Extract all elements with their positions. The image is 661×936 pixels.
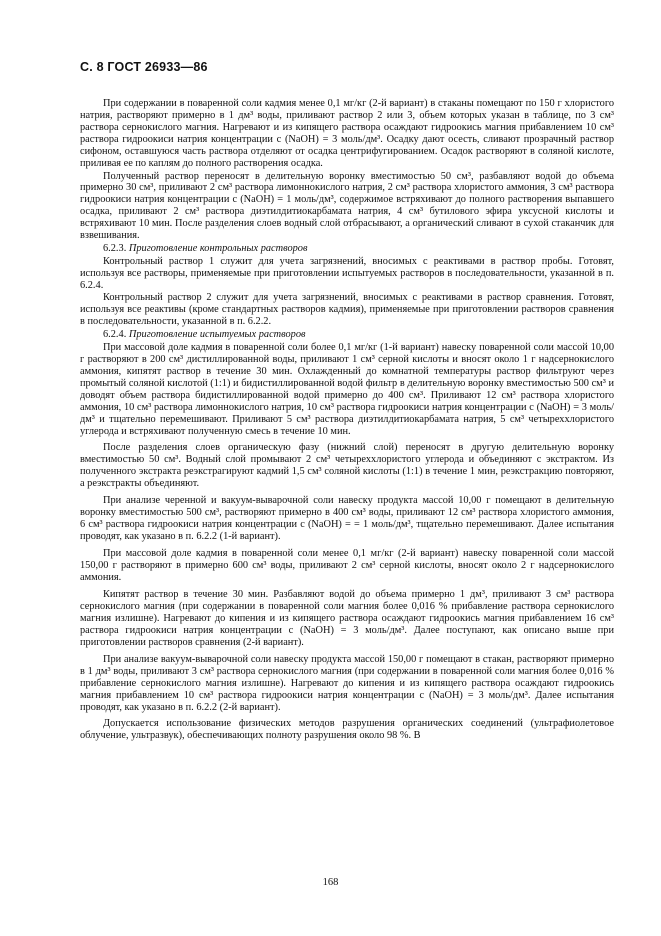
section-number: 6.2.3. [103, 243, 127, 255]
paragraph: Кипятят раствор в течение 30 мин. Разбавляют водой до объема примерно 1 дм³, приливают 3 см³ раствора сернокислого магния (при содержании в поваренной соли магния более 0,016 % прибавление раствора сернокислого магния излишне). Нагревают до кипения и из кипящего раствора осаждают гидроокись магния прибавлением 16 см³ раствора гидроокиси натрия концентрации c (NaOH) = 3 моль/дм³. Далее поступают, как описано выше при приготовлении растворов сравнения (2-й вариант). [80, 588, 614, 648]
paragraph: Контрольный раствор 1 служит для учета загрязнений, вносимых с реактивами в раствор пробы. Готовят, используя все растворы, применяемые при приготовлении испытуемых растворов в последовательности, указанной в п. 6.2.4. [80, 255, 614, 291]
paragraph: После разделения слоев органическую фазу (нижний слой) переносят в другую делительную воронку вместимостью 50 см³. Водный слой промывают 2 см³ четыреххлористого углерода и объединяют с экстрактом. Из полученного экстракта реэкстрагируют кадмий 1,5 см³ соляной кислоты (1:1) в течение 1 мин, реэкстракцию повторяют, а реэкстракты объединяют. [80, 442, 614, 490]
section-heading-6-2-3 [80, 243, 614, 255]
section-title: Приготовление испытуемых растворов [128, 329, 306, 341]
page-number: 168 [322, 877, 339, 888]
paragraph: Полученный раствор переносят в делительную воронку вместимостью 50 см³, разбавляют водой до объема примерно 30 см³, приливают 2 см³ раствора лимоннокислого натрия, 2 см³ раствора хлористого аммония, 3 см³ раствора гидроокиси натрия концентрации c (NaOH) = 1 моль/дм³, содержимое встряхивают до полного растворения выпавшего осадка, приливают 2 см³ раствора диэтилдитиокарбамата натрия, 4 см³ бутилового эфира уксусной кислоты и встряхивают 10 мин. После разделения слоев водный слой отбрасывают, а органический сливают в сухой стаканчик для взвешивания. [80, 170, 614, 242]
paragraph: При анализе черенной и вакуум-выварочной соли навеску продукта массой 10,00 г помещают в делительную воронку вместимостью 500 см³, растворяют примерно в 400 см³ воды, приливают 12 см³ раствора хлористого аммония, 6 см³ раствора гидроокиси натрия концентрации c (NaOH) = = 1 моль/дм³, тщательно перемешивают. Далее испытания проводят, как указано в п. 6.2.2 (1-й вариант). [80, 495, 614, 543]
paragraph: При массовой доле кадмия в поваренной соли более 0,1 мг/кг (1-й вариант) навеску поваренной соли массой 10,00 г растворяют в 200 см³ дистиллированной воды, приливают 1 см³ серной кислоты и вносят около 1 г надсернокислого аммония, кипятят раствор в течение 30 мин. Охлажденный до комнатной температуры раствор фильтруют через промытый соляной кислотой (1:1) и бидистиллированной водой фильтр в делительную воронку вместимостью 500 см³ и доводят объем раствора бидистиллированной водой примерно до 400 см³. Приливают 12 см³ раствора хлористого аммония, 10 см³ раствора лимоннокислого натрия, 10 см³ раствора гидроокиси натрия концентрации c (NaOH) = 3 моль/дм³ и тщательно перемешивают. Приливают 5 см³ раствора диэтилдитиокарбамата натрия, 5 см³ четыреххлористого углерода и встряхивают полученную смесь в течение 10 мин. [80, 341, 614, 437]
section-number: 6.2.4. [103, 329, 127, 341]
body-text [80, 98, 614, 743]
paragraph: При содержании в поваренной соли кадмия менее 0,1 мг/кг (2-й вариант) в стаканы помещают по 150 г хлористого натрия, растворяют примерно в 1 дм³ воды, приливают раствор 2 или 3, объем которых указан в таблице, по 3 см³ раствора сернокислого магния. Нагревают и из кипящего раствора осаждают гидроокись магния прибавлением 10 см³ раствора гидроокиси натрия концентрации c (NaOH) = 3 моль/дм³. Осадку дают осесть, сливают прозрачный раствор сифоном, оставшуюся часть раствора отделяют от осадка центрифугированием. Осадок растворяют в соляной кислоте, приливая ее по каплям до полного растворения осадка. [80, 98, 614, 169]
section-title: Приготовление контрольных растворов [128, 243, 308, 255]
page-header: С. 8 ГОСТ 26933—86 [80, 60, 208, 74]
paragraph: При массовой доле кадмия в поваренной соли менее 0,1 мг/кг (2-й вариант) навеску поваренной соли массой 150,00 г растворяют в примерно 600 см³ воды, приливают 2 см³ серной кислоты, вносят около 2 г надсернокислого аммония. [80, 548, 614, 583]
paragraph: Контрольный раствор 2 служит для учета загрязнений, вносимых с реактивами в раствор сравнения. Готовят, используя все реактивы (кроме стандартных растворов кадмия), применяемые при приготовлении растворов сравнения в последовательности, указанной в п. 6.2.2. [80, 292, 614, 328]
paragraph: При анализе вакуум-выварочной соли навеску продукта массой 150,00 г помещают в стакан, растворяют примерно в 1 дм³ воды, приливают 3 см³ раствора сернокислого магния (при содержании в поваренной соли магния более 0,016 % прибавление сернокислого магния излишне). Нагревают до кипения и из кипящего раствора осаждают гидроокись магния прибавлением 10 см³ раствора гидроокиси натрия концентрации c (NaOH) = 3 моль/дм³. Далее испытания проводят, как указано в п. 6.2.2 (2-й вариант). [80, 653, 614, 713]
section-heading-6-2-4 [80, 329, 614, 341]
paragraph: Допускается использование физических методов разрушения органических соединений (ультрафиолетовое облучение, ультразвук), обеспечивающих полноту разрушения около 98 %. В [80, 718, 614, 742]
